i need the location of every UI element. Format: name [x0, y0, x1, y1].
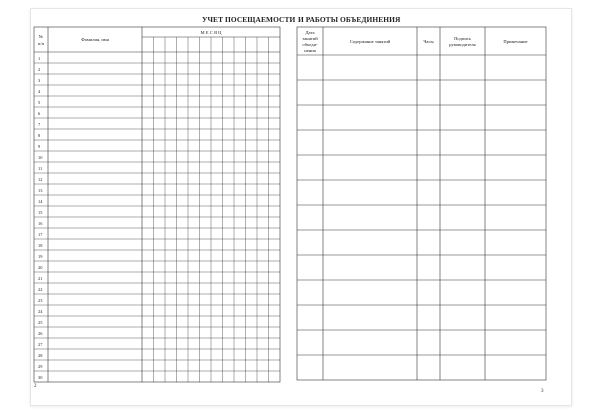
attendance-table-border	[34, 27, 280, 382]
attendance-table	[34, 27, 280, 382]
date-header-line1: Дата	[305, 30, 315, 35]
date-header-line3: объеди-	[302, 42, 318, 47]
right-page-title: И РАБОТЫ ОБЪЕДИНЕНИЯ	[298, 15, 401, 24]
row-number: 27	[38, 341, 43, 347]
row-number: 11	[38, 165, 43, 171]
content-header: Содержание занятий	[349, 39, 391, 44]
row-number: 13	[38, 187, 43, 193]
number-header-line1: №	[38, 34, 44, 39]
row-number: 26	[38, 330, 43, 336]
name-header: Фамилия, имя	[81, 37, 109, 42]
row-number: 28	[38, 352, 43, 358]
row-number: 4	[38, 88, 41, 94]
signature-header-line2: руководителя	[449, 42, 476, 47]
row-number: 15	[38, 209, 43, 215]
row-number: 12	[38, 176, 43, 182]
date-header-line4: нения	[304, 48, 316, 53]
activity-table	[297, 27, 546, 380]
row-number: 20	[38, 264, 43, 270]
row-number: 2	[38, 66, 41, 72]
row-number: 6	[38, 110, 41, 116]
left-page-number: 2	[34, 384, 37, 389]
right-page-number: 3	[541, 389, 544, 394]
number-header-line2: п/п	[37, 41, 45, 46]
signature-header-line1: Подпись	[454, 36, 471, 41]
row-number: 16	[38, 220, 43, 226]
row-number: 29	[38, 363, 43, 369]
row-number: 10	[38, 154, 43, 160]
hours-header: Часы	[423, 39, 434, 44]
row-number: 18	[38, 242, 43, 248]
row-number: 22	[38, 286, 43, 292]
date-header-line2: занятий	[302, 36, 318, 41]
month-header: М Е С Я Ц	[200, 30, 222, 35]
left-page-title: УЧЕТ ПОСЕЩАЕМОСТИ	[202, 15, 296, 24]
row-number: 7	[38, 121, 41, 127]
row-number: 30	[38, 374, 43, 380]
row-number: 5	[38, 99, 41, 105]
row-number: 24	[38, 308, 43, 314]
row-number: 25	[38, 319, 43, 325]
row-number: 23	[38, 297, 43, 303]
row-number: 21	[38, 275, 43, 281]
note-header: Примечание	[503, 39, 528, 44]
row-number: 8	[38, 132, 41, 138]
row-number: 9	[38, 143, 41, 149]
row-number: 3	[38, 77, 41, 83]
row-number: 14	[38, 198, 43, 204]
row-number: 19	[38, 253, 43, 259]
row-number: 17	[38, 231, 43, 237]
row-number: 1	[38, 55, 41, 61]
